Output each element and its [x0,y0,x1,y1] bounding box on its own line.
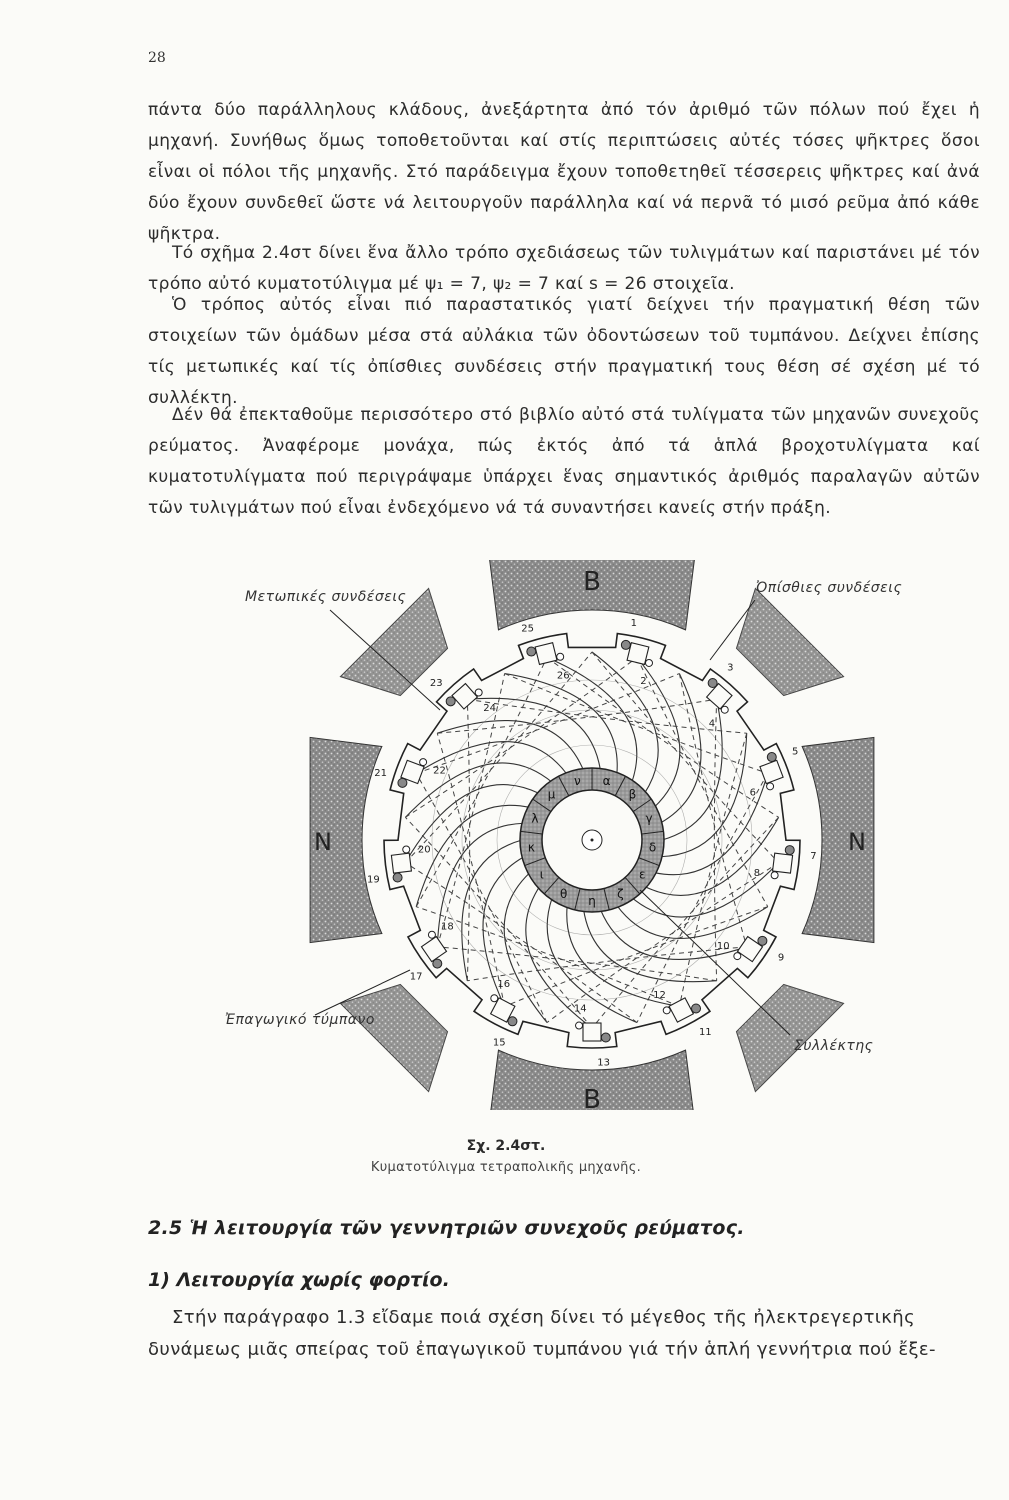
conductor-outer [767,753,776,762]
slot-13 [521,624,569,682]
coil-back-16 [437,733,504,1006]
coil-back-23 [437,699,716,733]
slot-1 [621,618,652,687]
page-number: 28 [148,50,166,66]
figure-caption-text: Κυματοτύλιγμα τετραπολικῆς μηχανῆς. [370,1160,642,1175]
commutator-letter: κ [527,840,535,855]
coil-back-10 [467,947,746,981]
slot-number: 20 [417,844,431,856]
slot-number: 9 [777,952,785,964]
slot-box [391,853,411,873]
section-heading: 2.5 Ἡ λειτουργία τῶν γεννητριῶν συνεχοῦς ρεύματος. [148,1217,745,1239]
slot-7 [574,1004,610,1069]
slot-6 [653,990,712,1038]
pole-label-bottom: B [583,1085,601,1110]
coil-back-3 [679,674,746,947]
paragraph-3 [148,290,980,414]
slot-10 [367,845,431,886]
coil-back-9 [505,907,768,1007]
slot-number: 23 [429,677,443,689]
commutator-letter: λ [531,811,539,826]
slot-number: 18 [441,921,454,933]
slot-number: 21 [374,768,387,780]
pole-label-left: N [314,828,332,856]
conductor-outer [446,697,455,706]
pole-label-top: B [583,567,601,597]
shaft-center [591,839,594,842]
slot-number: 26 [556,670,570,682]
conductor-inner [557,653,564,660]
back-connections-label: Ὀπίσθιες συνδέσεις [756,580,903,596]
winding-figure [210,560,910,1110]
armature-label: Ἐπαγωγικό τύμπανο [225,1012,375,1028]
conductor-inner [428,931,435,938]
slot-number: 6 [749,787,757,799]
conductor-inner [734,953,741,960]
slot-number: 8 [753,867,761,879]
slot-box [583,1023,601,1041]
commutator-letter: θ [559,887,568,902]
paragraph-4 [148,400,980,524]
slot-number: 17 [409,971,423,983]
conductor-outer [758,936,767,945]
slot-number: 11 [698,1026,712,1038]
slot-4 [754,846,817,879]
slot-number: 15 [492,1037,506,1049]
coil-back-17 [467,699,469,980]
slot-number: 13 [597,1057,610,1069]
conductor-inner [767,783,774,790]
slot-number: 1 [630,617,637,629]
paragraph-1 [148,95,980,250]
subsection-heading: 1) Λειτουργία χωρίς φορτίο. [148,1269,450,1291]
conductor-inner [646,659,653,666]
commutator-letter: μ [547,787,556,802]
commutator-letter: ν [574,773,581,788]
coil-front-3 [660,674,701,824]
conductor-outer [393,873,402,882]
slot-number: 4 [708,718,716,730]
slot-number: 16 [497,978,511,990]
slot-number: 7 [810,851,817,863]
label-leader-3 [640,890,790,1035]
conductor-outer [527,647,536,656]
conductor-inner [576,1022,583,1029]
figure-caption-number: Σχ. 2.4στ. [466,1138,546,1154]
coil-front-5 [660,733,747,857]
coil-front-17 [462,840,522,981]
coil-back-5 [679,733,746,1006]
commutator-label: Συλλέκτης [794,1038,874,1054]
commutator-letter: ι [539,867,544,882]
slot-8 [491,979,517,1049]
conductor-inner [475,689,482,696]
slot-number: 10 [716,940,730,952]
conductor-outer [621,640,630,649]
conductor-inner [491,995,498,1002]
conductor-inner [663,1007,670,1014]
paragraph-5 [148,1302,980,1366]
slot-box [421,937,446,962]
front-connections-label: Μετωπικές συνδέσεις [245,589,407,605]
coil-back-24 [467,699,746,733]
commutator-letter: β [628,787,637,802]
coil-back-4 [714,699,716,980]
coil-back-11 [437,947,716,981]
conductor-outer [708,678,717,687]
conductor-outer [601,1033,610,1042]
slot-number: 3 [727,662,734,674]
slot-box [669,998,693,1022]
coil-front-15 [504,873,547,1023]
yoke-piece-1 [736,588,843,695]
coil-back-18 [437,674,504,947]
commutator-letter: ζ [617,887,624,902]
slot-number: 19 [366,874,380,886]
coil-back-22 [416,674,679,774]
conductor-inner [420,759,427,766]
coil-front-13 [547,898,637,1023]
commutator-letter: γ [645,811,653,826]
conductor-outer [508,1017,517,1026]
slot-number: 12 [653,989,666,1001]
pole-label-right: N [848,828,866,856]
slot-box [773,853,793,873]
slot-number: 14 [573,1003,587,1015]
paragraph-text: Στήν παράγραφο 1.3 εἴδαμε ποιά σχέση δίνει τό μέγεθος τῆς ἠλεκτρεγερτικῆς δυνάμεως μιᾶς σπείρας τοῦ ἐπαγωγικοῦ τυμπάνου γιά τήν ἁπλή γεννήτρια πού ἔξε- [148,1307,936,1360]
commutator-letter: ε [638,867,646,882]
slot-number: 5 [791,746,799,758]
paragraph-text: Δέν θά ἐπεκταθοῦμε περισσότερο στό βιβλίο αὐτό στά τυλίγματα τῶν μηχανῶν συνεχοῦς ρεύματος. Ἀναφέρομε μονάχα, πώς ἐκτός ἀπό τά ἁπλά βροχοτυλίγματα καί κυματοτυλίγματα πού περιγράψαμε ὑπάρχει ἕνας σημαντικός ἀριθμός παραλαγῶν αὐτῶν τῶν τυλιγμάτων πού εἶναι ἐνδεχόμενο νά τά συναντήσει κανείς στήν πράξη. [148,405,980,518]
conductor-outer [785,846,794,855]
conductor-outer [398,778,407,787]
commutator-letter: η [588,894,596,908]
yoke-piece-3 [340,984,447,1091]
conductor-inner [771,872,778,879]
slot-number: 2 [640,676,647,688]
paragraph-text: Ὁ τρόπος αὐτός εἶναι πιό παραστατικός γιατί δείχνει τήν πραγματική θέση τῶν στοιχείων τῶν ὁμάδων μέσα στά αὐλάκια τῶν ὀδοντώσεων τοῦ τυμπάνου. Δείχνει ἐπίσης τίς μετωπικές καί τίς ὀπίσθιες συνδέσεις στήν πραγματική τους θέση σέ σχέση μέ τό συλλέκτη. [148,295,980,408]
paragraph-text: Τό σχῆμα 2.4στ δίνει ἕνα ἄλλο τρόπο σχεδιάσεως τῶν τυλιγμάτων καί παριστάνει μέ τόν τρόπο αὐτό κυματοτύλιγμα μέ ψ₁ = 7, ψ₂ = 7 καί s = 26 στοιχεῖα. [148,243,980,294]
slot-box [452,684,477,709]
conductor-inner [403,846,410,853]
slot-number: 24 [483,702,497,714]
slot-box [535,643,557,665]
slot-number: 25 [521,623,535,635]
slot-12 [430,678,496,714]
conductor-outer [692,1004,701,1013]
slot-number: 22 [433,765,446,777]
paragraph-text: πάντα δύο παράλληλους κλάδους, ἀνεξάρτητα ἀπό τόν ἀριθμό τῶν πόλων πού ἔχει ἡ μηχανή. Συνήθως ὅμως τοποθετοῦνται καί στίς περιπτώσεις αὐτές τόσες ψῆκτρες ὅσοι εἶναι οἱ πόλοι τῆς μηχανῆς. Στό παράδειγμα ἔχουν τοποθετηθεῖ τέσσερεις ψῆκτρες καί ἀνά δύο ἔχουν συνδεθεῖ ὥστε νά λειτουργοῦν παράλληλα καί νά περνᾶ τό μισό ρεῦμα ἀπό κάθε ψῆκτρα. [148,100,980,244]
conductor-outer [433,959,442,968]
commutator-letter: δ [648,840,657,855]
slot-box [760,760,783,783]
commutator-letter: α [602,773,611,788]
conductor-inner [721,706,728,713]
